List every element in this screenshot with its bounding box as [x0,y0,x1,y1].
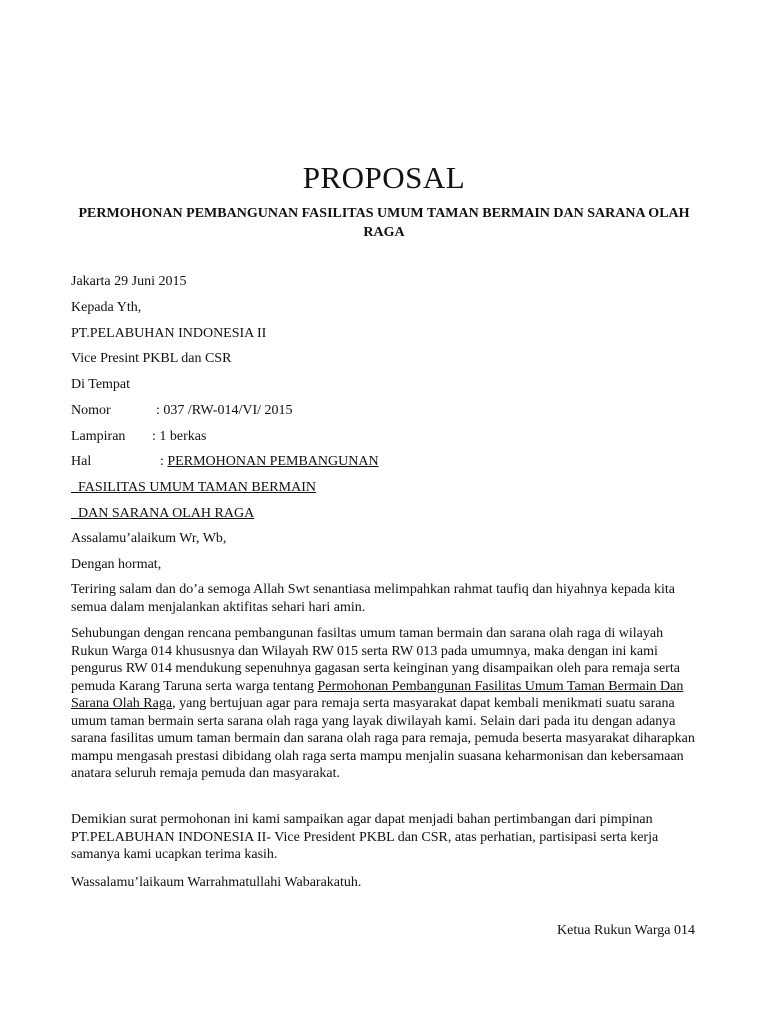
hal-colon: : [160,454,168,469]
lampiran-row [71,428,206,446]
recipient-greeting: Kepada Yth, [71,300,142,315]
nomor-label: Nomor [71,403,111,418]
nomor-row [71,402,293,420]
hal-value-line-1: PERMOHONAN PEMBANGUNAN [167,454,379,469]
hal-value-3-text: DAN SARANA OLAH RAGA [71,506,255,521]
hal-row [71,453,379,471]
lampiran-label: Lampiran [71,429,126,444]
paragraph-main-underlined: Permohonan Pembangunan Fasilitas Umum Taman Bermain Dan Sarana Olah Raga [71,678,684,711]
paragraph-main [71,625,699,783]
recipient-position: Vice Presint PKBL dan CSR [71,351,232,366]
hal-label: Hal [71,454,92,469]
nomor-value: : 037 /RW-014/VI/ 2015 [156,403,293,418]
recipient-company: PT.PELABUHAN INDONESIA II [71,326,267,341]
paragraph-main-part-1: Sehubungan dengan rencana pembangunan fasiltas umum taman bermain dan sarana olah raga di wilayah Rukun Warga 014 khususnya dan Wilayah RW 015 serta RW 013 pada umumnya, maka dengan ini kami pengurus RW 014 mendukung sepenuhnya gagasan serta keinginan yang disampaikan oleh para remaja serta pemuda Karang Taruna serta warga tentang [71,626,680,694]
document-subtitle: PERMOHONAN PEMBANGUNAN FASILITAS UMUM TAMAN BERMAIN DAN SARANA OLAH RAGA [78,206,690,240]
hal-value-line-2 [71,479,316,497]
salutation: Dengan hormat, [71,557,162,572]
salutation-islamic: Assalamu’alaikum Wr, Wb, [71,531,227,546]
paragraph-closing: Demikian surat permohonan ini kami sampaikan agar dapat menjadi bahan pertimbangan dari pimpinan PT.PELABUHAN INDONESIA II- Vice President PKBL dan CSR, atas perhatian, partisipasi serta kerja samanya kami ucapkan terima kasih. [71,812,659,862]
signature-role: Ketua Rukun Warga 014 [557,923,695,938]
hal-value-2-text: FASILITAS UMUM TAMAN BERMAIN [71,480,316,495]
recipient-place: Di Tempat [71,377,131,392]
paragraph-main-part-2: , yang bertujuan agar para remaja serta masyarakat dapat kembali menikmati suatu sarana umum taman bermain serta sarana olah raga yang layak diwilayah kami. Selain dari pada itu dengan adanya sarana fasilitas umum taman bermain dan sarana olah raga para remaja, pemuda beserta masyarakat diharapkan mampu mengasah prestasi dibidang olah raga serta mampu menjalin suasana keharmonisan dan kebersamaan anatara seluruh remaja pemuda dan masyarakat. [71,696,695,781]
hal-value-line-3 [71,505,254,523]
lampiran-value: : 1 berkas [152,429,207,444]
closing-salutation: Wassalamu’laikaum Warrahmatullahi Wabarakatuh. [71,875,362,890]
letter-date: Jakarta 29 Juni 2015 [71,274,187,289]
document-title: PROPOSAL [302,160,466,195]
paragraph-opening: Teriring salam dan do’a semoga Allah Swt senantiasa melimpahkan rahmat taufiq dan hiyahnya kepada kita semua dalam menjalankan aktifitas sehari hari amin. [71,582,675,615]
